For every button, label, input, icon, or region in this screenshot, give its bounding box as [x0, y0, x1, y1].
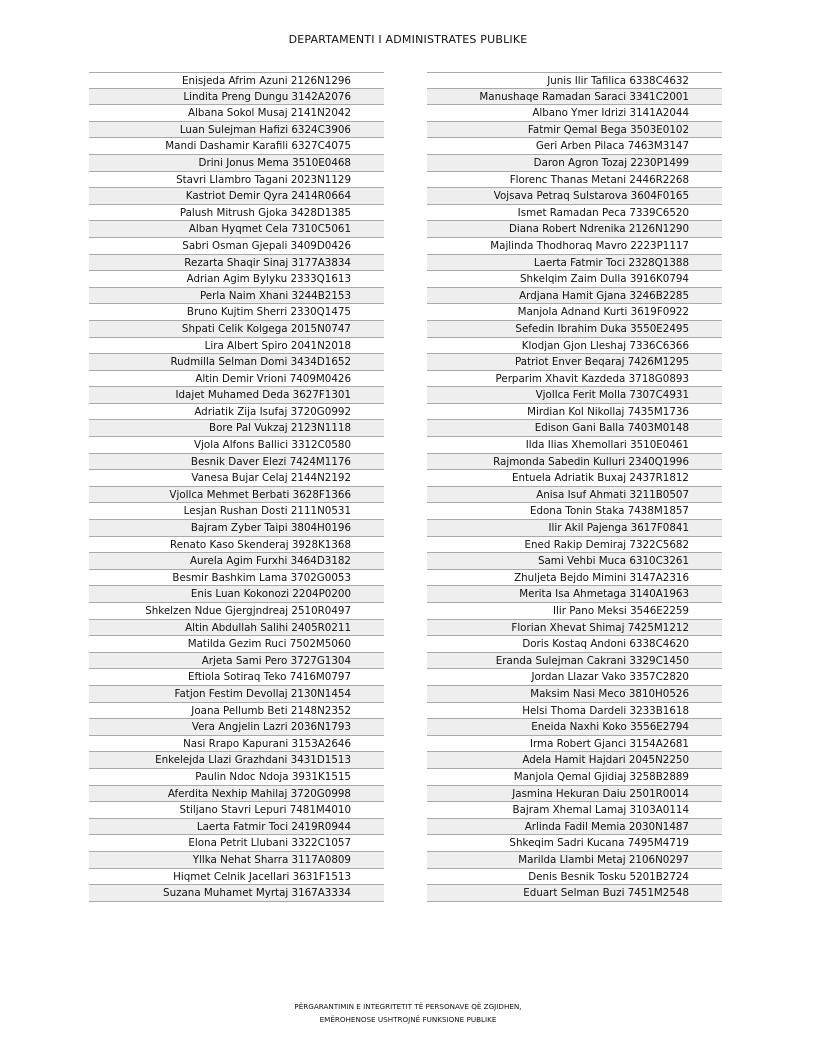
list-item: Jasmina Hekuran Daiu 2501R0014: [427, 786, 722, 803]
right-name-list: [427, 72, 722, 902]
list-item: Adrian Agim Bylyku 2333Q1613: [89, 271, 384, 288]
list-item: Bajram Zyber Taipi 3804H0196: [89, 520, 384, 537]
list-item: Mirdian Kol Nikollaj 7435M1736: [427, 404, 722, 421]
list-item: Arlinda Fadil Memia 2030N1487: [427, 819, 722, 836]
list-item: Laerta Fatmir Toci 2328Q1388: [427, 255, 722, 272]
list-item: Rezarta Shaqir Sinaj 3177A3834: [89, 255, 384, 272]
list-item: Elona Petrit Llubani 3322C1057: [89, 835, 384, 852]
list-item: Shkeqim Sadri Kucana 7495M4719: [427, 835, 722, 852]
list-item: Besnik Daver Elezi 7424M1176: [89, 454, 384, 471]
list-item: Joana Pellumb Beti 2148N2352: [89, 703, 384, 720]
list-item: Enis Luan Kokonozi 2204P0200: [89, 586, 384, 603]
list-item: Fatmir Qemal Bega 3503E0102: [427, 122, 722, 139]
list-item: Matilda Gezim Ruci 7502M5060: [89, 636, 384, 653]
list-item: Lesjan Rushan Dosti 2111N0531: [89, 503, 384, 520]
list-item: Altin Demir Vrioni 7409M0426: [89, 371, 384, 388]
list-item: Paulin Ndoc Ndoja 3931K1515: [89, 769, 384, 786]
list-item: Suzana Muhamet Myrtaj 3167A3334: [89, 885, 384, 902]
list-item: Besmir Bashkim Lama 3702G0053: [89, 570, 384, 587]
list-item: Eftiola Sotiraq Teko 7416M0797: [89, 669, 384, 686]
list-item: Renato Kaso Skenderaj 3928K1368: [89, 537, 384, 554]
list-item: Rajmonda Sabedin Kulluri 2340Q1996: [427, 454, 722, 471]
list-item: Luan Sulejman Hafizi 6324C3906: [89, 122, 384, 139]
list-item: Palush Mitrush Gjoka 3428D1385: [89, 205, 384, 222]
list-item: Sami Vehbi Muca 6310C3261: [427, 553, 722, 570]
list-item: Manushaqe Ramadan Saraci 3341C2001: [427, 89, 722, 106]
list-item: Laerta Fatmir Toci 2419R0944: [89, 819, 384, 836]
list-item: Albano Ymer Idrizi 3141A2044: [427, 105, 722, 122]
list-item: Vjollca Mehmet Berbati 3628F1366: [89, 487, 384, 504]
list-item: Diana Robert Ndrenika 2126N1290: [427, 221, 722, 238]
page-title: DEPARTAMENTI I ADMINISTRATES PUBLIKE: [288, 33, 528, 46]
list-item: Klodjan Gjon Lleshaj 7336C6366: [427, 338, 722, 355]
list-item: Zhuljeta Bejdo Mimini 3147A2316: [427, 570, 722, 587]
list-item: Helsi Thoma Dardeli 3233B1618: [427, 703, 722, 720]
list-item: Bajram Xhemal Lamaj 3103A0114: [427, 802, 722, 819]
list-item: Marilda Llambi Metaj 2106N0297: [427, 852, 722, 869]
list-item: Ilir Akil Pajenga 3617F0841: [427, 520, 722, 537]
list-item: Bore Pal Vukzaj 2123N1118: [89, 420, 384, 437]
list-item: Manjola Adnand Kurti 3619F0922: [427, 304, 722, 321]
list-item: Denis Besnik Tosku 5201B2724: [427, 869, 722, 886]
list-item: Eneida Naxhi Koko 3556E2794: [427, 719, 722, 736]
list-item: Altin Abdullah Salihi 2405R0211: [89, 620, 384, 637]
list-item: Lira Albert Spiro 2041N2018: [89, 338, 384, 355]
list-item: Manjola Qemal Gjidiaj 3258B2889: [427, 769, 722, 786]
list-item: Sefedin Ibrahim Duka 3550E2495: [427, 321, 722, 338]
list-item: Stiljano Stavri Lepuri 7481M4010: [89, 802, 384, 819]
list-item: Entuela Adriatik Buxaj 2437R1812: [427, 470, 722, 487]
list-item: Stavri Llambro Tagani 2023N1129: [89, 172, 384, 189]
list-item: Vojsava Petraq Sulstarova 3604F0165: [427, 188, 722, 205]
list-item: Nasi Rrapo Kapurani 3153A2646: [89, 736, 384, 753]
list-item: Enisjeda Afrim Azuni 2126N1296: [89, 72, 384, 89]
list-item: Patriot Enver Beqaraj 7426M1295: [427, 354, 722, 371]
list-item: Ened Rakip Demiraj 7322C5682: [427, 537, 722, 554]
list-item: Ardjana Hamit Gjana 3246B2285: [427, 288, 722, 305]
list-item: Mandi Dashamir Karafili 6327C4075: [89, 138, 384, 155]
list-item: Shkelzen Ndue Gjergjndreaj 2510R0497: [89, 603, 384, 620]
list-item: Florian Xhevat Shimaj 7425M1212: [427, 620, 722, 637]
list-item: Daron Agron Tozaj 2230P1499: [427, 155, 722, 172]
list-item: Geri Arben Pilaca 7463M3147: [427, 138, 722, 155]
list-item: Edison Gani Balla 7403M0148: [427, 420, 722, 437]
list-item: Alban Hyqmet Cela 7310C5061: [89, 221, 384, 238]
list-item: Merita Isa Ahmetaga 3140A1963: [427, 586, 722, 603]
list-item: Enkelejda Llazi Grazhdani 3431D1513: [89, 752, 384, 769]
list-item: Rudmilla Selman Domi 3434D1652: [89, 354, 384, 371]
footer-line-2: EMËROHENOSE USHTROJNË FUNKSIONE PUBLIKE: [319, 1015, 497, 1024]
list-item: Drini Jonus Mema 3510E0468: [89, 155, 384, 172]
left-name-list: [89, 72, 384, 902]
list-item: Idajet Muhamed Deda 3627F1301: [89, 387, 384, 404]
list-item: Perla Naim Xhani 3244B2153: [89, 288, 384, 305]
footer: [0, 1000, 816, 1026]
list-item: Yllka Nehat Sharra 3117A0809: [89, 852, 384, 869]
list-item: Florenc Thanas Metani 2446R2268: [427, 172, 722, 189]
list-item: Shkelqim Zaim Dulla 3916K0794: [427, 271, 722, 288]
list-item: Adriatik Zija Isufaj 3720G0992: [89, 404, 384, 421]
list-item: Ismet Ramadan Peca 7339C6520: [427, 205, 722, 222]
list-item: Anisa Isuf Ahmati 3211B0507: [427, 487, 722, 504]
list-item: Fatjon Festim Devollaj 2130N1454: [89, 686, 384, 703]
list-item: Eranda Sulejman Cakrani 3329C1450: [427, 653, 722, 670]
list-item: Perparim Xhavit Kazdeda 3718G0893: [427, 371, 722, 388]
list-item: Hiqmet Celnik Jacellari 3631F1513: [89, 869, 384, 886]
list-item: Vjola Alfons Ballici 3312C0580: [89, 437, 384, 454]
list-item: Vera Angjelin Lazri 2036N1793: [89, 719, 384, 736]
footer-line-1: PËRGARANTIMIN E INTEGRITETIT TË PERSONAVE QË ZGJIDHEN,: [294, 1002, 522, 1011]
list-item: Sabri Osman Gjepali 3409D0426: [89, 238, 384, 255]
list-item: Kastriot Demir Qyra 2414R0664: [89, 188, 384, 205]
list-item: Doris Kostaq Andoni 6338C4620: [427, 636, 722, 653]
list-item: Eduart Selman Buzi 7451M2548: [427, 885, 722, 902]
list-item: Albana Sokol Musaj 2141N2042: [89, 105, 384, 122]
list-item: Vanesa Bujar Celaj 2144N2192: [89, 470, 384, 487]
list-item: Maksim Nasi Meco 3810H0526: [427, 686, 722, 703]
list-item: Irma Robert Gjanci 3154A2681: [427, 736, 722, 753]
list-item: Adela Hamit Hajdari 2045N2250: [427, 752, 722, 769]
list-item: Shpati Celik Kolgega 2015N0747: [89, 321, 384, 338]
list-item: Aferdita Nexhip Mahilaj 3720G0998: [89, 786, 384, 803]
list-item: Vjollca Ferit Molla 7307C4931: [427, 387, 722, 404]
list-item: Arjeta Sami Pero 3727G1304: [89, 653, 384, 670]
list-item: Jordan Llazar Vako 3357C2820: [427, 669, 722, 686]
list-item: Ilda Ilias Xhemollari 3510E0461: [427, 437, 722, 454]
list-item: Ilir Pano Meksi 3546E2259: [427, 603, 722, 620]
list-item: Junis Ilir Tafilica 6338C4632: [427, 72, 722, 89]
list-item: Aurela Agim Furxhi 3464D3182: [89, 553, 384, 570]
list-item: Edona Tonin Staka 7438M1857: [427, 503, 722, 520]
list-item: Bruno Kujtim Sherri 2330Q1475: [89, 304, 384, 321]
list-item: Lindita Preng Dungu 3142A2076: [89, 89, 384, 106]
list-item: Majlinda Thodhoraq Mavro 2223P1117: [427, 238, 722, 255]
